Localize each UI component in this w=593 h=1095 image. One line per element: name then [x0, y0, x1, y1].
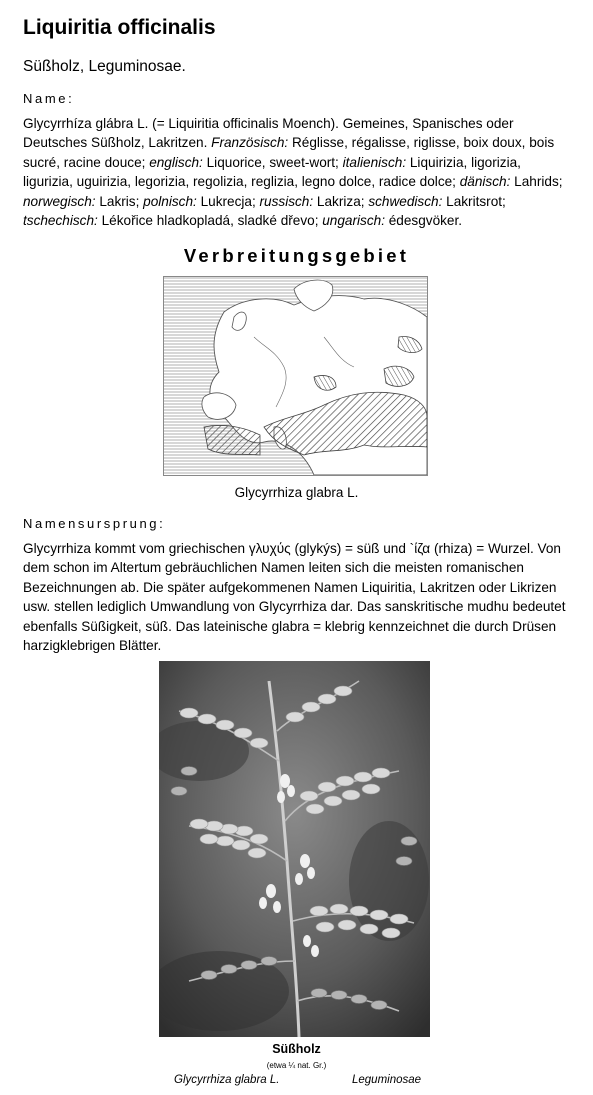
page-title: Liquiritia officinalis: [23, 16, 216, 39]
name-text-run: Liquirizia, ligorizia, ligurizia, uguirizia, legorizia, regolizia, reglizia, legno dolce, radice dolce;: [23, 154, 521, 190]
name-text-run: Liquorice, sweet-wort;: [202, 154, 343, 170]
language-label: norwegisch:: [23, 193, 96, 209]
plate-latin-name: Glycyrrhiza glabra L.: [174, 1074, 280, 1086]
europe-map-illustration: [164, 277, 427, 475]
name-text-run: Lahrids;: [510, 174, 563, 190]
language-label: italienisch:: [342, 154, 407, 170]
name-text-run: Lakritsrot;: [442, 193, 506, 209]
name-text-run: Lékořice hladkopladá, sladké dřevo;: [97, 213, 323, 229]
distribution-map: [163, 276, 428, 476]
language-label: ungarisch:: [322, 213, 385, 229]
distribution-heading: Verbreitungsgebiet: [183, 245, 410, 266]
origin-section-text: Glycyrrhiza kommt vom griechischen γλυχύς (glykýs) = süß und `ίζα (rhiza) = Wurzel. Von dem schon im Altertum gebräuchlichen Namen leiten sich die meisten romanischen Bezeichnungen ab. Die später aufgekommenen Namen Liquiritia, Lakritzen oder Likrizen usw. stellen lediglich Umwandlung von Glycyrrhiza dar. Das sanskritische mudhu bedeutet ebenfalls Süßigkeit, süß. Das lateinische glabra = klebrig kennzeichnet die durch Drüsen harzigklebrigen Blätter.: [23, 541, 566, 654]
language-label: schwedisch:: [368, 193, 443, 209]
licorice-plant-illustration: [159, 661, 430, 1037]
name-text-run: Lakris;: [95, 193, 144, 209]
language-label: Französisch:: [211, 135, 289, 151]
page-subtitle: Süßholz, Leguminosae.: [23, 58, 186, 75]
name-text-run: Réglisse, régalisse, riglisse, boix doux, bois sucré, racine douce;: [23, 135, 555, 170]
name-text-run: Lakriza;: [313, 193, 369, 209]
language-label: russisch:: [259, 193, 314, 209]
name-section-text: [23, 114, 571, 230]
name-text-run: édesgvöker.: [384, 213, 463, 229]
plate-title: Süßholz: [272, 1042, 321, 1056]
plate-family: Leguminosae: [352, 1074, 422, 1086]
language-label: polnisch:: [143, 193, 197, 209]
map-caption: Glycyrrhiza glabra L.: [234, 485, 359, 500]
language-label: englisch:: [149, 154, 203, 170]
name-text-run: Lukrecja;: [196, 193, 260, 209]
plate-scale: (etwa ¼ nat. Gr.): [266, 1061, 327, 1070]
origin-section-label: Namensursprung:: [23, 516, 166, 531]
plant-photo: [159, 661, 430, 1037]
name-text-run: Glycyrrhíza glábra L. (= Liquiritia officinalis Moench). Gemeines, Spanisches oder Deutsches Süßholz, Lakritzen.: [23, 116, 514, 151]
language-label: tschechisch:: [23, 213, 98, 229]
language-label: dänisch:: [459, 174, 511, 190]
name-section-label: Name:: [23, 91, 75, 106]
